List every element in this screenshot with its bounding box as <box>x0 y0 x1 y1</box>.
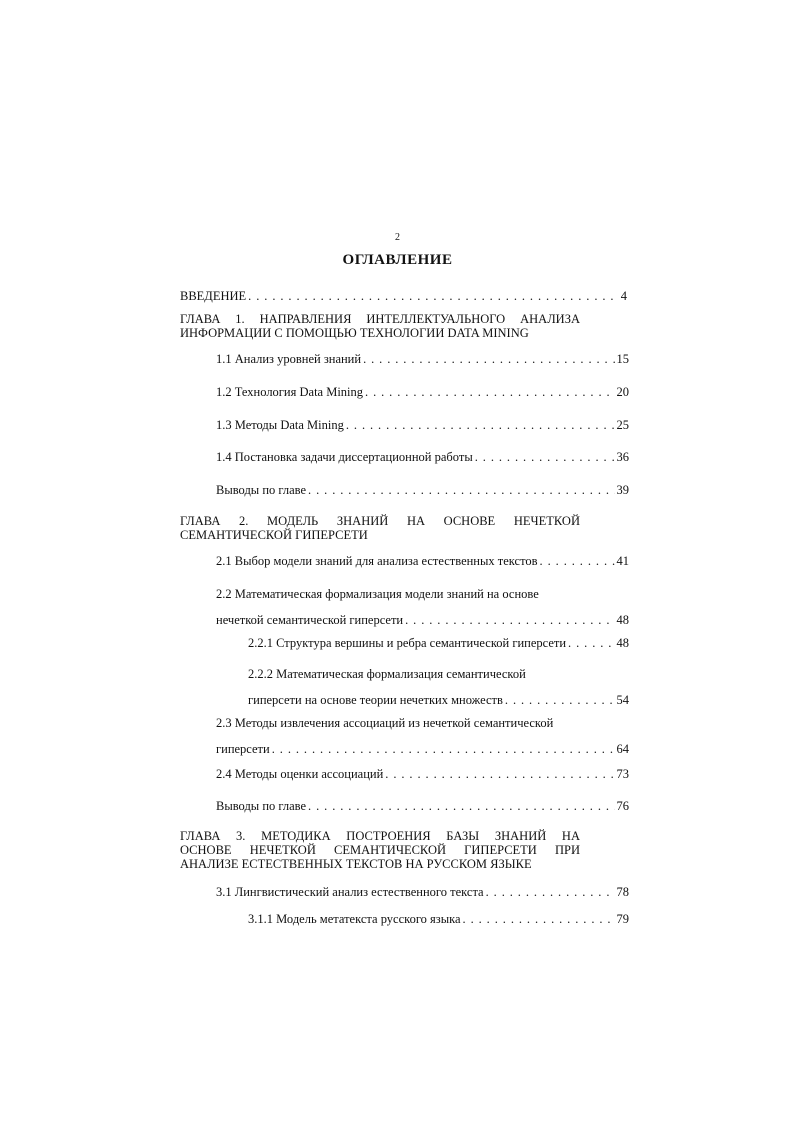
toc-entry-label: 1.3 Методы Data Mining <box>216 418 344 432</box>
chapter-2-heading-line-1: ГЛАВА 2. МОДЕЛЬ ЗНАНИЙ НА ОСНОВЕ НЕЧЕТКОЙ <box>180 514 580 528</box>
chapter-3-heading-line-1: ГЛАВА 3. МЕТОДИКА ПОСТРОЕНИЯ БАЗЫ ЗНАНИЙ НА <box>180 829 580 843</box>
chapter-1-heading-line-1: ГЛАВА 1. НАПРАВЛЕНИЯ ИНТЕЛЛЕКТУАЛЬНОГО АНАЛИЗА <box>180 312 580 326</box>
toc-entry-page: 73 <box>616 767 629 781</box>
chapter-2-heading[interactable] <box>180 514 580 542</box>
toc-entry-label: гиперсети на основе теории нечетких множеств <box>248 693 503 707</box>
toc-entry-3-1[interactable] <box>216 885 629 900</box>
leader-dots <box>505 693 615 708</box>
toc-entry-label: 1.4 Постановка задачи диссертационной работы <box>216 450 473 464</box>
leader-dots <box>475 450 615 465</box>
toc-entry-label-line-1: 2.2.2 Математическая формализация семантической <box>248 667 526 681</box>
leader-dots <box>248 289 619 304</box>
leader-dots <box>365 385 614 400</box>
toc-entry-intro[interactable] <box>180 289 627 304</box>
chapter-3-heading[interactable] <box>180 829 580 871</box>
toc-entry-1-3[interactable] <box>216 418 629 433</box>
toc-entry-1-4[interactable] <box>216 450 629 465</box>
chapter-2-heading-line-2: СЕМАНТИЧЕСКОЙ ГИПЕРСЕТИ <box>180 528 368 542</box>
leader-dots <box>272 742 615 757</box>
toc-entry-label: 1.2 Технология Data Mining <box>216 385 364 399</box>
toc-entry-label: 1.1 Анализ уровней знаний <box>216 352 362 366</box>
leader-dots <box>405 613 614 628</box>
leader-dots <box>463 912 615 927</box>
toc-entry-label: 3.1 Лингвистический анализ естественного текста <box>216 885 484 899</box>
toc-entry-page: 79 <box>616 912 629 926</box>
toc-entry-page: 15 <box>616 352 629 366</box>
toc-entry-page: 64 <box>616 742 629 756</box>
toc-entry-page: 48 <box>616 636 629 650</box>
leader-dots <box>568 636 614 651</box>
toc-entry-label: 3.1.1 Модель метатекста русского языка <box>248 912 461 926</box>
toc-entry-label: гиперсети <box>216 742 270 756</box>
toc-entry-label: 2.2.1 Структура вершины и ребра семантической гиперсети <box>248 636 567 650</box>
toc-entry-2-conclusions[interactable] <box>216 799 629 814</box>
leader-dots <box>486 885 615 900</box>
toc-entry-label: Выводы по главе <box>216 483 307 497</box>
chapter-3-heading-line-3: АНАЛИЗЕ ЕСТЕСТВЕННЫХ ТЕКСТОВ НА РУССКОМ ЯЗЫКЕ <box>180 857 532 871</box>
toc-entry-page: 41 <box>616 554 629 568</box>
toc-entry-page: 54 <box>616 693 629 707</box>
toc-entry-page: 48 <box>616 613 629 627</box>
toc-entry-label: 2.1 Выбор модели знаний для анализа естественных текстов <box>216 554 538 568</box>
chapter-3-heading-line-2: ОСНОВЕ НЕЧЕТКОЙ СЕМАНТИЧЕСКОЙ ГИПЕРСЕТИ ПРИ <box>180 843 580 857</box>
leader-dots <box>308 799 614 814</box>
toc-entry-label: 2.4 Методы оценки ассоциаций <box>216 767 384 781</box>
leader-dots <box>308 483 614 498</box>
leader-dots <box>540 554 615 569</box>
toc-entry-page: 20 <box>616 385 629 399</box>
leader-dots <box>346 418 615 433</box>
leader-dots <box>363 352 614 367</box>
toc-entry-page: 25 <box>616 418 629 432</box>
toc-entry-label: нечеткой семантической гиперсети <box>216 613 404 627</box>
toc-entry-2-2-1[interactable] <box>248 636 629 651</box>
toc-entry-1-2[interactable] <box>216 385 629 400</box>
toc-entry-2-1[interactable] <box>216 554 629 569</box>
toc-entry-2-2[interactable] <box>216 587 629 628</box>
toc-entry-page: 78 <box>616 885 629 899</box>
toc-entry-label: Выводы по главе <box>216 799 307 813</box>
toc-entry-3-1-1[interactable] <box>248 912 629 927</box>
chapter-1-heading[interactable] <box>180 312 580 340</box>
toc-entry-page: 76 <box>616 799 629 813</box>
toc-entry-2-3[interactable] <box>216 716 629 757</box>
toc-entry-1-1[interactable] <box>216 352 629 367</box>
toc-title: ОГЛАВЛЕНИЕ <box>342 252 453 268</box>
chapter-1-heading-line-2: ИНФОРМАЦИИ С ПОМОЩЬЮ ТЕХНОЛОГИИ DATA MINING <box>180 326 529 340</box>
toc-entry-page: 4 <box>620 289 627 303</box>
toc-entry-2-2-2[interactable] <box>248 667 629 708</box>
toc-entry-label: ВВЕДЕНИЕ <box>180 289 247 303</box>
toc-entry-1-conclusions[interactable] <box>216 483 629 498</box>
toc-entry-page: 39 <box>616 483 629 497</box>
toc-entry-label-line-1: 2.2 Математическая формализация модели знаний на основе <box>216 587 539 601</box>
toc-entry-2-4[interactable] <box>216 767 629 782</box>
leader-dots <box>385 767 614 782</box>
toc-entry-page: 36 <box>616 450 629 464</box>
page-number: 2 <box>395 232 400 243</box>
toc-entry-label-line-1: 2.3 Методы извлечения ассоциаций из нечеткой семантической <box>216 716 554 730</box>
